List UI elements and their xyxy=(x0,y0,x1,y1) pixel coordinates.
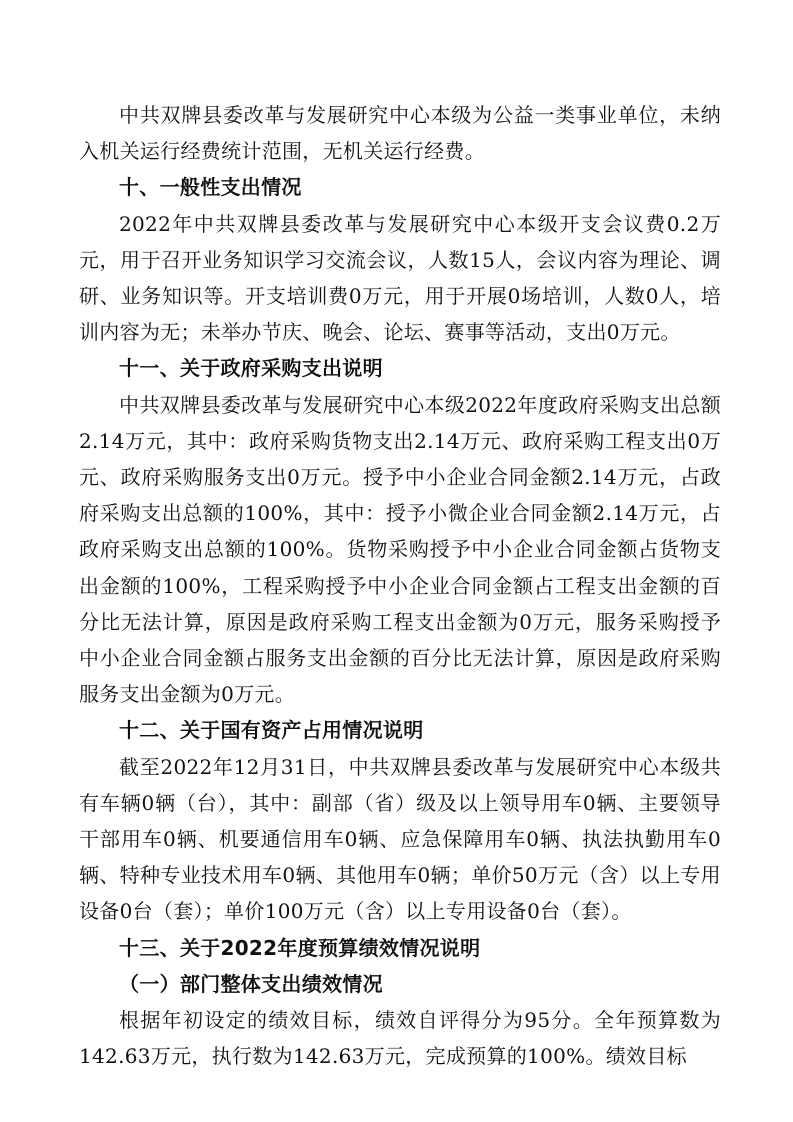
paragraph-assets: 截至2022年12月31日，中共双牌县委改革与发展研究中心本级共有车辆0辆（台），其中：副部（省）级及以上领导用车0辆、主要领导干部用车0辆、机要通信用车0辆、应急保障用车0辆、执法执勤用车0辆、特种专业技术用车0辆、其他用车0辆；单价50万元（含）以上专用设备0台（套）；单价100万元（含）以上专用设备0台（套）。 xyxy=(79,754,721,924)
paragraph-procurement: 中共双牌县委改革与发展研究中心本级2022年度政府采购支出总额2.14万元，其中：政府采购货物支出2.14万元、政府采购工程支出0万元、政府采购服务支出0万元。授予中小企业合同金额2.14万元，占政府采购支出总额的100%，其中：授予小微企业合同金额2.14万元，占政府采购支出总额的100%。货物采购授予中小企业合同金额占货物支出金额的100%，工程采购授予中小企业合同金额占工程支出金额的百分比无法计算，原因是政府采购工程支出金额为0万元，服务采购授予中小企业合同金额占服务支出金额的百分比无法计算，原因是政府采购服务支出金额为0万元。 xyxy=(79,392,721,707)
paragraph-performance: 根据年初设定的绩效目标，绩效自评得分为95分。全年预算数为142.63万元，执行数为142.63万元，完成预算的100%。绩效目标 xyxy=(79,1008,721,1069)
section-heading-13: 十三、关于2022年度预算绩效情况说明 xyxy=(119,935,481,960)
section-heading-10: 十、一般性支出情况 xyxy=(119,175,302,200)
section-heading-11: 十一、关于政府采购支出说明 xyxy=(119,356,383,381)
paragraph-no-admin-cost: 中共双牌县委改革与发展研究中心本级为公益一类事业单位，未纳入机关运行经费统计范围，无机关运行经费。 xyxy=(79,103,721,164)
section-heading-12: 十二、关于国有资产占用情况说明 xyxy=(119,718,424,743)
document-body xyxy=(79,97,721,1074)
subsection-heading-1: （一）部门整体支出绩效情况 xyxy=(119,971,383,996)
paragraph-general-expenses: 2022年中共双牌县委改革与发展研究中心本级开支会议费0.2万元，用于召开业务知识学习交流会议，人数15人，会议内容为理论、调研、业务知识等。开支培训费0万元，用于开展0场培训，人数0人，培训内容为无；未举办节庆、晚会、论坛、赛事等活动，支出0万元。 xyxy=(79,211,721,345)
